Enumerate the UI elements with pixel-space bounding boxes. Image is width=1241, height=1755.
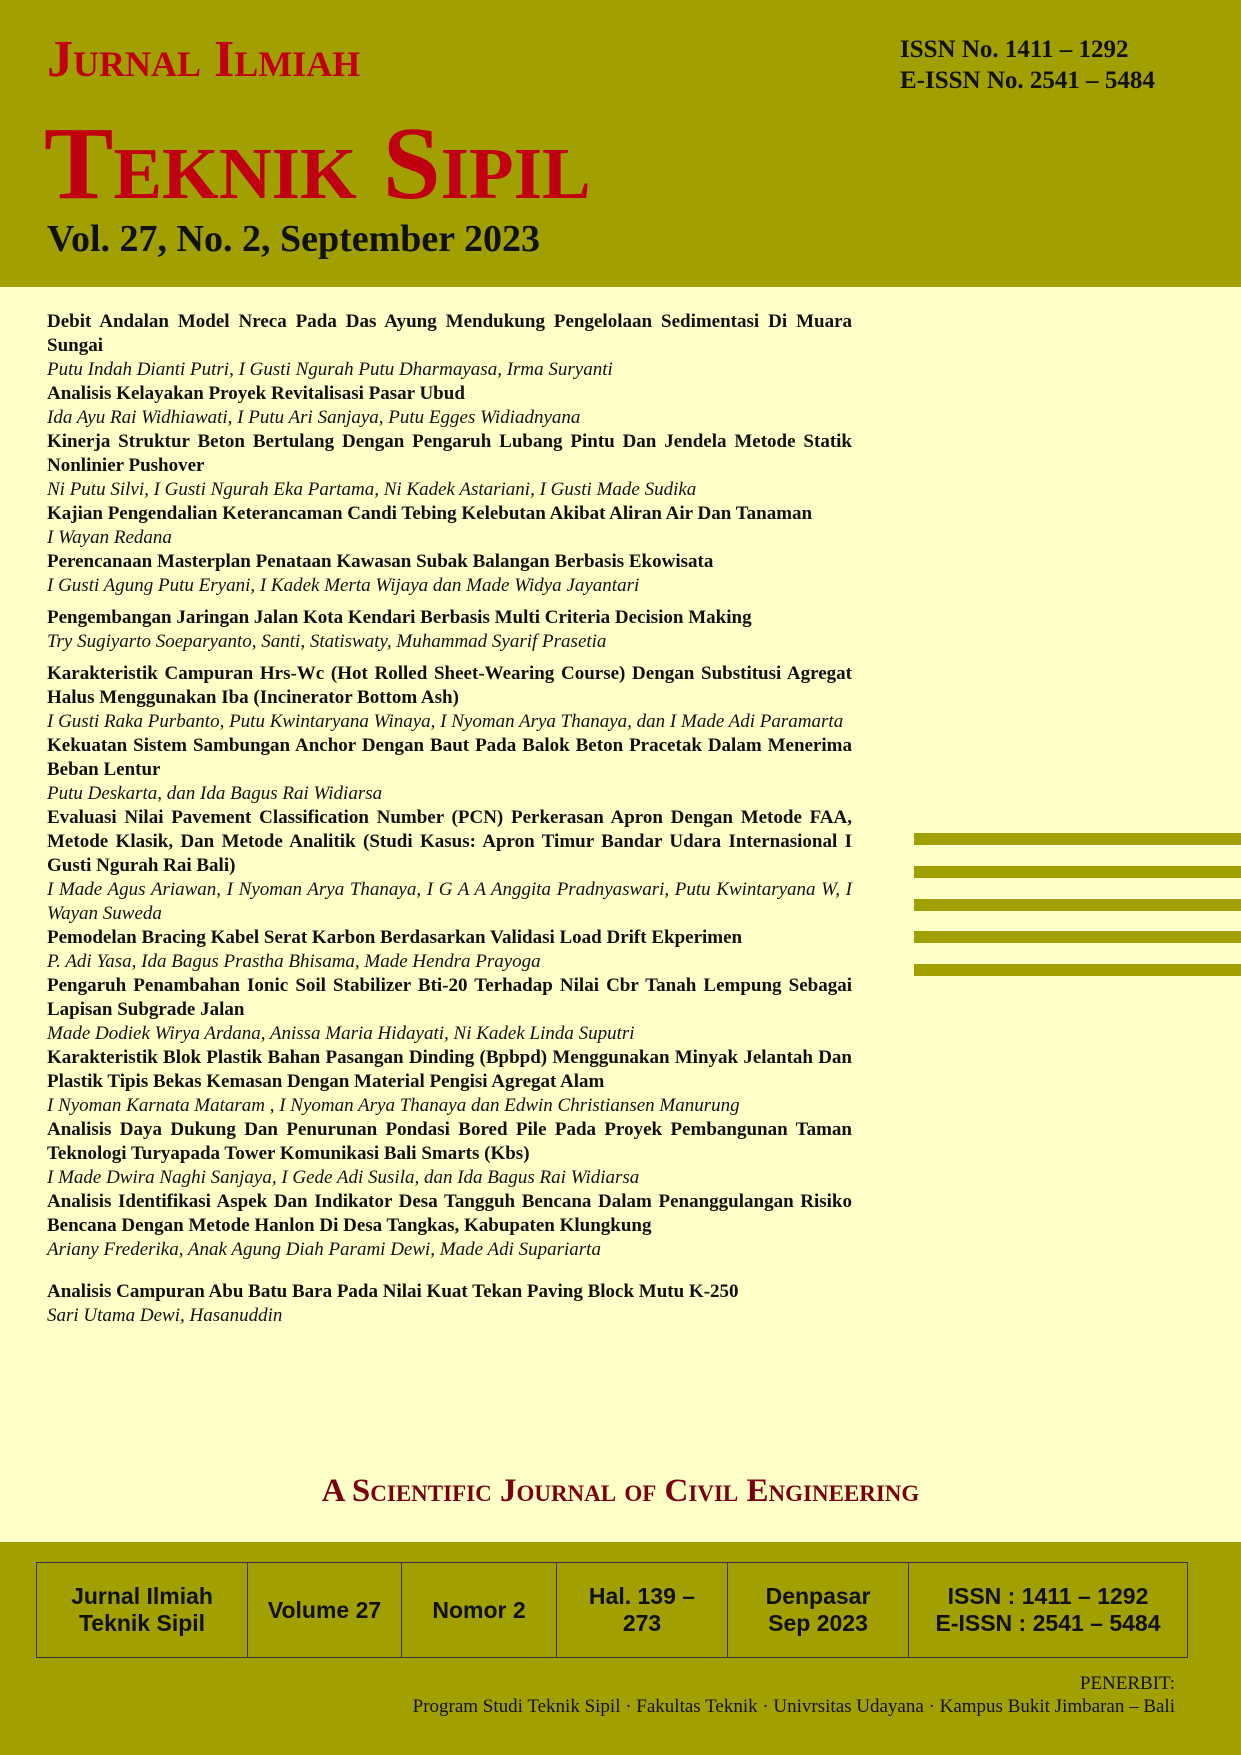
info-cell-pages	[557, 1563, 728, 1658]
article-authors: Ni Putu Silvi, I Gusti Ngurah Eka Partama, Ni Kadek Astariani, I Gusti Made Sudika	[47, 479, 697, 500]
publisher-label: PENERBIT:	[1079, 1673, 1175, 1694]
article-authors: I Wayan Redana	[47, 527, 172, 548]
article-title: Analisis Daya Dukung Dan Penurunan Pondasi Bored Pile Pada Proyek Pembangunan Taman Teknologi Turyapada Tower Komunikasi Bali Smarts (Kbs)	[47, 1119, 852, 1164]
article-title: Debit Andalan Model Nreca Pada Das Ayung Mendukung Pengelolaan Sedimentasi Di Muara Sungai	[47, 311, 852, 356]
journal-title-line2: Teknik Sipil	[44, 106, 591, 221]
article-entry	[47, 1280, 852, 1328]
cell-line: E-ISSN : 2541 – 5484	[935, 1610, 1161, 1636]
article-title: Karakteristik Campuran Hrs-Wc (Hot Rolled Sheet-Wearing Course) Dengan Substitusi Agregat Halus Menggunakan Iba (Incinerator Bottom Ash)	[47, 663, 852, 708]
article-authors: I Gusti Agung Putu Eryani, I Kadek Merta Wijaya dan Made Widya Jayantari	[47, 575, 640, 596]
cell-line: Denpasar	[765, 1583, 871, 1609]
article-authors: P. Adi Yasa, Ida Bagus Prastha Bhisama, Made Hendra Prayoga	[47, 951, 541, 972]
decorative-stripe	[914, 866, 1241, 878]
article-entry	[47, 1118, 852, 1190]
info-cell-journal	[37, 1563, 248, 1658]
article-title: Analisis Kelayakan Proyek Revitalisasi Pasar Ubud	[47, 383, 465, 404]
article-entry	[47, 382, 852, 430]
info-cell-volume	[248, 1563, 402, 1658]
publisher-block	[413, 1672, 1175, 1718]
article-title: Pengembangan Jaringan Jalan Kota Kendari Berbasis Multi Criteria Decision Making	[47, 607, 752, 628]
cell-line: Volume 27	[267, 1596, 382, 1623]
article-entry	[47, 550, 852, 598]
publisher-address: Program Studi Teknik Sipil · Fakultas Teknik · Univrsitas Udayana · Kampus Bukit Jimbaran – Bali	[412, 1696, 1175, 1717]
article-authors: Putu Indah Dianti Putri, I Gusti Ngurah Putu Dharmayasa, Irma Suryanti	[47, 359, 613, 380]
article-title: Pengaruh Penambahan Ionic Soil Stabilizer Bti-20 Terhadap Nilai Cbr Tanah Lempung Sebagai Lapisan Subgrade Jalan	[47, 975, 852, 1020]
cell-line: 273	[622, 1610, 662, 1636]
article-authors: Ariany Frederika, Anak Agung Diah Parami Dewi, Made Adi Supariarta	[47, 1239, 601, 1260]
cell-line: Nomor 2	[432, 1596, 526, 1623]
journal-title-line1: Jurnal Ilmiah	[47, 31, 361, 88]
cell-line: Hal. 139 –	[588, 1583, 696, 1609]
issn-print: ISSN No. 1411 – 1292	[900, 36, 1129, 63]
article-title: Perencanaan Masterplan Penataan Kawasan Subak Balangan Berbasis Ekowisata	[47, 551, 714, 572]
article-entry	[47, 430, 852, 502]
article-title: Pemodelan Bracing Kabel Serat Karbon Berdasarkan Validasi Load Drift Ekperimen	[47, 927, 743, 948]
article-title: Analisis Campuran Abu Batu Bara Pada Nilai Kuat Tekan Paving Block Mutu K-250	[47, 1281, 739, 1302]
table-of-contents	[47, 310, 852, 1328]
article-entry	[47, 1046, 852, 1118]
article-authors: I Made Dwira Naghi Sanjaya, I Gede Adi Susila, dan Ida Bagus Rai Widiarsa	[47, 1167, 640, 1188]
article-authors: I Made Agus Ariawan, I Nyoman Arya Thanaya, I G A A Anggita Pradnyaswari, Putu Kwintaryana W, I Wayan Suweda	[47, 879, 852, 924]
article-title: Analisis Identifikasi Aspek Dan Indikator Desa Tangguh Bencana Dalam Penanggulangan Risiko Bencana Dengan Metode Hanlon Di Desa Tangkas, Kabupaten Klungkung	[47, 1191, 852, 1236]
article-title: Evaluasi Nilai Pavement Classification Number (PCN) Perkerasan Apron Dengan Metode FAA, Metode Klasik, Dan Metode Analitik (Studi Kasus: Apron Timur Bandar Udara Internasional I Gusti Ngurah Rai Bali)	[47, 807, 852, 876]
article-entry	[47, 926, 852, 974]
cell-line: Jurnal Ilmiah	[71, 1583, 213, 1609]
article-title: Karakteristik Blok Plastik Bahan Pasangan Dinding (Bpbpd) Menggunakan Minyak Jelantah Dan Plastik Tipis Bekas Kemasan Dengan Material Pengisi Agregat Alam	[47, 1047, 852, 1092]
info-cell-place-date	[728, 1563, 909, 1658]
article-authors: Ida Ayu Rai Widhiawati, I Putu Ari Sanjaya, Putu Egges Widiadnyana	[47, 407, 581, 428]
article-entry	[47, 502, 852, 550]
cover-header	[0, 0, 1241, 287]
article-authors: Sari Utama Dewi, Hasanuddin	[47, 1305, 283, 1326]
article-entry	[47, 734, 852, 806]
cell-line: ISSN : 1411 – 1292	[947, 1583, 1149, 1609]
article-authors: Try Sugiyarto Soeparyanto, Santi, Statiswaty, Muhammad Syarif Prasetia	[47, 631, 607, 652]
decorative-stripe	[914, 833, 1241, 845]
article-title: Kajian Pengendalian Keterancaman Candi Tebing Kelebutan Akibat Aliran Air Dan Tanaman	[47, 503, 813, 524]
volume-issue: Vol. 27, No. 2, September 2023	[47, 218, 540, 260]
cell-line: Teknik Sipil	[78, 1610, 206, 1636]
decorative-stripe	[914, 931, 1241, 943]
info-cell-number	[402, 1563, 557, 1658]
article-entry	[47, 974, 852, 1046]
journal-tagline: A Scientific Journal of Civil Engineering	[321, 1473, 920, 1509]
article-authors: Putu Deskarta, dan Ida Bagus Rai Widiarsa	[47, 783, 383, 804]
article-entry	[47, 806, 852, 926]
article-entry	[47, 606, 852, 654]
issn-block	[900, 34, 1155, 96]
decorative-stripe	[914, 964, 1241, 976]
article-entry	[47, 662, 852, 734]
cell-line: Sep 2023	[768, 1610, 868, 1636]
decorative-stripe	[914, 899, 1241, 911]
article-entry	[47, 1190, 852, 1262]
issn-electronic: E-ISSN No. 2541 – 5484	[900, 67, 1155, 94]
article-authors: Made Dodiek Wirya Ardana, Anissa Maria Hidayati, Ni Kadek Linda Suputri	[47, 1023, 635, 1044]
cover-footer	[0, 1542, 1241, 1755]
journal-info-table	[36, 1562, 1188, 1658]
info-cell-issn	[909, 1563, 1188, 1658]
article-title: Kekuatan Sistem Sambungan Anchor Dengan Baut Pada Balok Beton Pracetak Dalam Menerima Beban Lentur	[47, 735, 852, 780]
article-authors: I Nyoman Karnata Mataram , I Nyoman Arya Thanaya dan Edwin Christiansen Manurung	[47, 1095, 740, 1116]
article-entry	[47, 310, 852, 382]
article-authors: I Gusti Raka Purbanto, Putu Kwintaryana Winaya, I Nyoman Arya Thanaya, dan I Made Adi Paramarta	[47, 711, 844, 732]
article-title: Kinerja Struktur Beton Bertulang Dengan Pengaruh Lubang Pintu Dan Jendela Metode Statik Nonlinier Pushover	[47, 431, 852, 476]
